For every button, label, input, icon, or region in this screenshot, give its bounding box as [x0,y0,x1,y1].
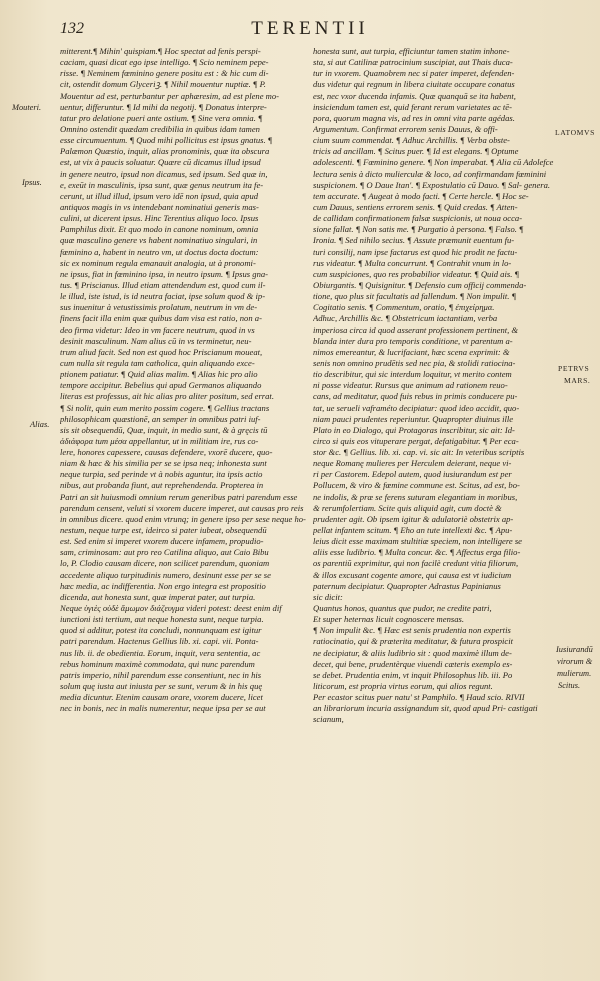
margin-note: MARS. [564,376,591,385]
text-line: scianum, [313,714,344,725]
text-line: parendum censent, veluti si vxorem ducere imperet, aut causas pro reis [60,502,304,513]
text-line: tione, quo plus sit facultatis ad fallendum. ¶ Non impulit. ¶ [313,291,517,302]
text-line: pellat infantem scitum. ¶ Eho an tute intellexti &c. ¶ Apu- [313,525,513,536]
text-line: circo si quis eos vituperare pergat, defatigabitur. ¶ Per eca- [313,435,519,446]
text-line: Cogitatio senis. ¶ Commentum, oratio, ¶ ἐπιχείρημα. [313,302,495,313]
text-line: senis non omnino prudētis sed nec pia, & stolidi ratiocina- [313,357,516,368]
text-line: an librariorum incuria assignandum sit, quod apud Pri- castigati [313,703,538,714]
text-line: quæ masculino genere vs habent nominatiuo singulari, in [60,235,258,246]
text-line: ri per Castorem. Edepol autem, quod iusiurandum est per [313,469,512,480]
text-line: deo firma videtur: Ideo in vm facere neutrum, quod in vs [60,324,255,335]
left-text-column [60,46,306,971]
text-line: fœminino a, habent in neutro vm, ut doctus docta doctum: [60,246,259,257]
text-line: finens facit illa enim quæ quibus dam visa est ratio, non a- [60,313,262,324]
text-line: se debet. Prudentia enim, vt inquit Philosophus lib. iii. Po [313,669,513,680]
text-line: mitterent.¶ Mihin' quispiam.¶ Hoc spectat ad fenis perspi- [60,46,261,56]
text-line: desinit masculinum. Nam alius cū in vs terminetur, neu- [60,335,252,346]
text-line: tio describitur, qui sic interdum loquitur, vt merito contem [313,369,512,380]
text-line: sic dicit: [313,591,343,602]
text-line: Pollucem, & viro & fœmine commune est. Scitus, ad est, bo- [313,480,520,491]
text-line: in genere neutro, ipsud non dicamus, sed ipsum. Sed quæ in, [60,168,268,179]
text-line: est. Sed enim si imperet vxorem ducere infamem, propudio- [60,536,264,547]
text-line: cerunt, ut illud illud, ipsum vero idē non ipsud, quia apud [60,190,259,201]
margin-note: PETRVS [558,364,590,373]
margin-note: virorum & [557,657,593,666]
text-line: leius dicit esse maximam stultitiæ speciem, non intelligere se [313,536,522,547]
text-line: media dicuntur. Etenim causam orare, vxorem ducere, licet [60,692,263,703]
text-line: tus. ¶ Priscianus. Illud etiam attendendum est, quod cum il- [60,279,266,290]
text-line: Per ecastor scitus puer natu' st Pamphilo. ¶ Haud scio. RIVII [313,692,525,703]
text-line: tricis ad ancillam. ¶ Scitus puer. ¶ Id est elegans. ¶ Optume [313,146,519,157]
text-line: stor &c. ¶ Gellius. lib. xi. cap. vi. sic ait: In veteribus scriptis [313,447,525,458]
text-line: Plato in eo Dialogo, qui Protagoras inscribitur, sic ait: Id- [313,424,515,435]
text-line: sic ex nominum regula emanauit analogia, ut à pronomi- [60,257,256,268]
text-line: patris imperio, nihil parendum esse consentiunt, nec in his [60,669,262,680]
text-line: culini, ut dicerent ipsus. Hinc Terentius aliquo loco. Ipsus [60,213,259,224]
text-line: philosophicam quæstionē, an semper in omnibus patri iuf- [60,413,261,424]
text-line: iunctioni isti tertium, aut neque honesta sunt, neque turpia. [60,614,264,625]
text-line: rebus hominum maximè commodata, qui nunc parendum [60,658,255,669]
text-line: ni posse videatur. Rursus que animum ad rationem reuo- [313,380,508,391]
page-header [60,18,560,44]
text-line: paternum decipiatur. Quapropter Adrastus Papinianus [313,580,501,591]
text-line: Obiurgantis. ¶ Quisignitur. ¶ Defensio cum officij commenda- [313,279,527,290]
text-line: Quantus honos, quantus que pudor, ne credite patri, [313,603,492,614]
text-line: Pamphilus dixit. Et quo modo in canone nominum, omnia [60,224,259,235]
text-line: sta, si aut Catilinæ patrocinium suscipiat, aut Thais duca- [313,57,513,68]
text-line: patri parendum. Hactenus Gellius lib. xi. capi. vii. Ponta- [60,636,259,647]
text-line: aliis esse ludibrio. ¶ Multa concur. &c. ¶ Affectus erga filio- [313,547,521,558]
text-line: caciam, quasi dicat ego ipse intelligo. ¶ Scio neminem pepe- [60,57,269,68]
text-line: cans, ad meditatur, quod fuis rebus in primis conducere pu- [313,391,518,402]
text-line: cium suum commendat. ¶ Adhuc Archillis. ¶ Verba obste- [313,135,510,146]
text-line: & rerumfolertiam. Scite quis aliquid agit, cum doctè & [313,502,502,513]
text-line: nec in bonis, nec in malis numerentur, neque ipsa per se aut [60,703,266,714]
margin-note: LATOMVS [555,128,595,137]
text-line: imperiosa circa id quod asserant professionem pertinent, & [313,324,519,335]
text-line: sus inuenitur à vetustissimis prolatum, neutrum in vm de- [60,302,258,313]
text-line: risse. ¶ Neminem fœminino genere positu est : & hic cum di- [60,68,269,79]
text-line: neque Romanę mulieres per Herculem deierant, neque vi- [313,458,512,469]
text-line: sam, criminosam: aut pro reo Catilina aliquo, aut Caio Bibu [60,547,269,558]
text-line: tatur pro delatione pueri ante ostium. ¶ Sine vera omnia. ¶ [60,112,263,123]
text-line: Neque ὑγιὲς οὐδὲ ἄμωμον διάζευγμα videri potest: deest enim dif [60,603,282,614]
text-line: nus lib. ii. de obedientia. Eorum, inquit, vera sententia, ac [60,647,261,658]
text-line: decet, qui bene, prudentèrque viuendi cæteris exemplo es- [313,658,513,669]
text-line: Adhuc, Archillis &c. ¶ Obstetricum iactantiam, verba [313,313,498,324]
text-line: liticorum, est propria virtus eorum, qui alios regunt. [313,681,493,692]
text-line: neque turpia, sed perinde vt à nobis aguntur, ita ipsis actio [60,469,263,480]
text-line: honesta sunt, aut turpia, efficiuntur tamen statim inhone- [313,46,510,56]
margin-note: Scitus. [558,681,581,690]
text-line: turi consilij, nam ipse factarus est quod hic prodit ne factu- [313,246,518,257]
margin-note: Iusiurandū [556,645,593,654]
text-line: suspicionem. ¶ O Daue Itan'. ¶ Expostulatio cū Dauo. ¶ Sal- genera. [313,179,551,190]
text-line: ratiocinatio, qui & præterita meditatur, & futura prospicit [313,636,513,647]
text-line: Omnino ostendit quædam credibilia in quibus idam tamen [60,123,260,134]
text-line: lectura senis à dicto mulierculæ & loco, ad confirmandam fœminini [313,168,547,179]
text-line: in omnibus dicere. quod enim vtrunq; in genere ipso per sese neque ho- [60,513,306,524]
margin-note: Mouteri. [12,103,42,112]
text-line: dicenda, aut honesta sunt, quæ imperat pater, aut turpia. [60,591,256,602]
text-line: accedente aliquo turpitudinis numero, desinunt esse per se se [60,569,271,580]
text-line: ¶ Si nolit, quin eum merito possim cogere. ¶ Gellius tractans [60,402,270,413]
text-line: & illos excusant cogente amore, qui causa est vt iudicium [313,569,512,580]
text-line: nimos emereantur, & lucrifaciant, hæc scena exprimit: & [313,346,510,357]
right-text-column [313,46,556,971]
text-line: Ironia. ¶ Sed nihilo secius. ¶ Assute præmunit euentum fu- [313,235,515,246]
text-line: rus videatur. ¶ Multa concurrunt. ¶ Contrahit vnum in lo- [313,257,512,268]
text-line: est, ut vix à paucis soluatur. Quære cū dicamus illud ipsud [60,157,261,168]
text-line: blanda inter dura pro temporis conditione, vt parentum a- [313,335,513,346]
text-line: niam & hæc & his similia per se se ipsa neq; inhonesta sunt [60,458,267,469]
text-line: sione fallat. ¶ Non satis me. ¶ Purgatio à persona. ¶ Falso. ¶ [313,224,524,235]
text-line: uentur, differuntur. ¶ Id mihi da negotij. ¶ Donatus interpre- [60,101,267,112]
margin-note: Ipsus. [22,178,42,187]
text-line: Argumentum. Confirmat errorem senis Dauus, & offi- [313,123,498,134]
margin-note: mulierum. [557,669,592,678]
text-line: de callidam confirmationem falsæ suspicionis, ut noua occa- [313,213,523,224]
text-line: cum suspiciones, quo res probabilior videatur. ¶ Quid ais. ¶ [313,268,520,279]
text-line: esse circumuentum. ¶ Quod mihi pollicitus est ipsus gnatus. ¶ [60,135,273,146]
text-line: Palæmon Quæstio, inquit, alias pronominis, quæ ita obscura [60,146,270,157]
text-line: le illud, iste istud, is id neutra faciat, ipse solum quod & ip- [60,291,266,302]
text-line: antiquos magis in vs intendebant nominatiui generis mas- [60,201,259,212]
text-line: niam pauci prudentes reperiuntur. Quapropter diuinus ille [313,413,514,424]
text-line: literas est professus, ait hic alias pro aliter positum, sed errat. [60,391,274,402]
text-line: tempore accipitur. Bebelius qui apud Germanos aliquando [60,380,262,391]
text-line: pora, quorum magna vis, ad res in omni vita parte agédas. [313,112,515,123]
text-line: est, nec vxor ducenda infamis. Quæ quanquā se ita habent, [313,90,516,101]
text-line: nibus, aut probanda fiunt, aut reprehendenda. Propterea in [60,480,264,491]
text-line: Mouentur ad est, perturbantur per aphæresim, ad est plene mo- [60,90,280,101]
text-line: ptionem patiatur. ¶ Quid alias malim. ¶ Alias hic pro alio [60,369,258,380]
text-line: ne decipiatur, & aliis ludibrio sit : quod maximè illum de- [313,647,512,658]
text-line: insiciendum tamen est, quid ferant rerum varietates ac tē- [313,101,512,112]
text-line: quod si additur, potest ita concludi, nonnunquam est igitur [60,625,262,636]
text-line: Et super heternas licuit cognoscere mensas. [313,614,464,625]
text-line: os parentiū exprimitur, qui non facilè credunt vitia filiorum, [313,558,519,569]
text-line: adolescenti. ¶ Fœminino genere. ¶ Non imperabat. ¶ Alia cū Adolefce [313,157,554,168]
running-title: TERENTII [251,18,369,39]
text-line: lere, honores capessere, causas defendere, vxorē ducere, quo- [60,447,273,458]
margin-note: Alias. [30,420,50,429]
text-line: tur in vxorem. Quamobrem nec si pater imperet, defenden- [313,68,515,79]
text-line: hæc media, ac indifferentia. Non ergo integra est propositio [60,580,266,591]
text-line: ἀδιάφορα tum μέσα appellantur, ut in militiam ire, rus co- [60,435,259,446]
text-line: ne indolis, & præ se ferens suturam elegantiam in moribus, [313,491,518,502]
text-line: nestum, neque turpe est, ideirco si pater iubeat, obsequendū [60,525,267,536]
text-line: prudenter agit. Ob ipsem igitur & adulatoriè obstetrix ap- [313,513,514,524]
text-line: Patri an sit huiusmodi omnium rerum generibus patri parendum esse [60,491,298,502]
text-line: trum aliud facit. Sed non est quod hoc Priscianum moueat, [60,346,263,357]
text-line: solum quę iusta aut iniusta per se sunt, verum & in his quę [60,681,263,692]
text-line: cit, ostendit domum Glyceriꝫ. ¶ Nihil mouentur nuptiæ. ¶ P. [60,79,266,90]
text-line: ne ipsus, fiat in fœminino ipsa, in neutro ipsum. ¶ Ipsus gna- [60,268,269,279]
page-number: 132 [60,20,84,37]
text-line: tem accurate. ¶ Augeat à modo facti. ¶ Certe hercle. ¶ Hoc se- [313,190,529,201]
text-line: cum Dauus, sentiens errorem senis. ¶ Quid credas. ¶ Atten- [313,201,518,212]
text-line: e, exeūt in masculinis, ipsa sunt, quæ genus neutrum ita fe- [60,179,264,190]
text-line: dus videtur qui regnum in libera ciuitate occupare conatus [313,79,515,90]
text-line: ¶ Non impulit &c. ¶ Hæc est senis prudentia non expertis [313,625,511,636]
text-line: tat, ue serueli vaframéto decipiatur: quod ideo accidit, quo- [313,402,520,413]
text-line: cum nulla sit regula tam catholica, quin aliquando exce- [60,357,255,368]
text-line: sis sit obsequendū, Quæ, inquit, in medio sunt, & à gręcis tū [60,424,268,435]
text-line: lo, P. Clodio causam dicere, non scilicet parendum, quoniam [60,558,270,569]
